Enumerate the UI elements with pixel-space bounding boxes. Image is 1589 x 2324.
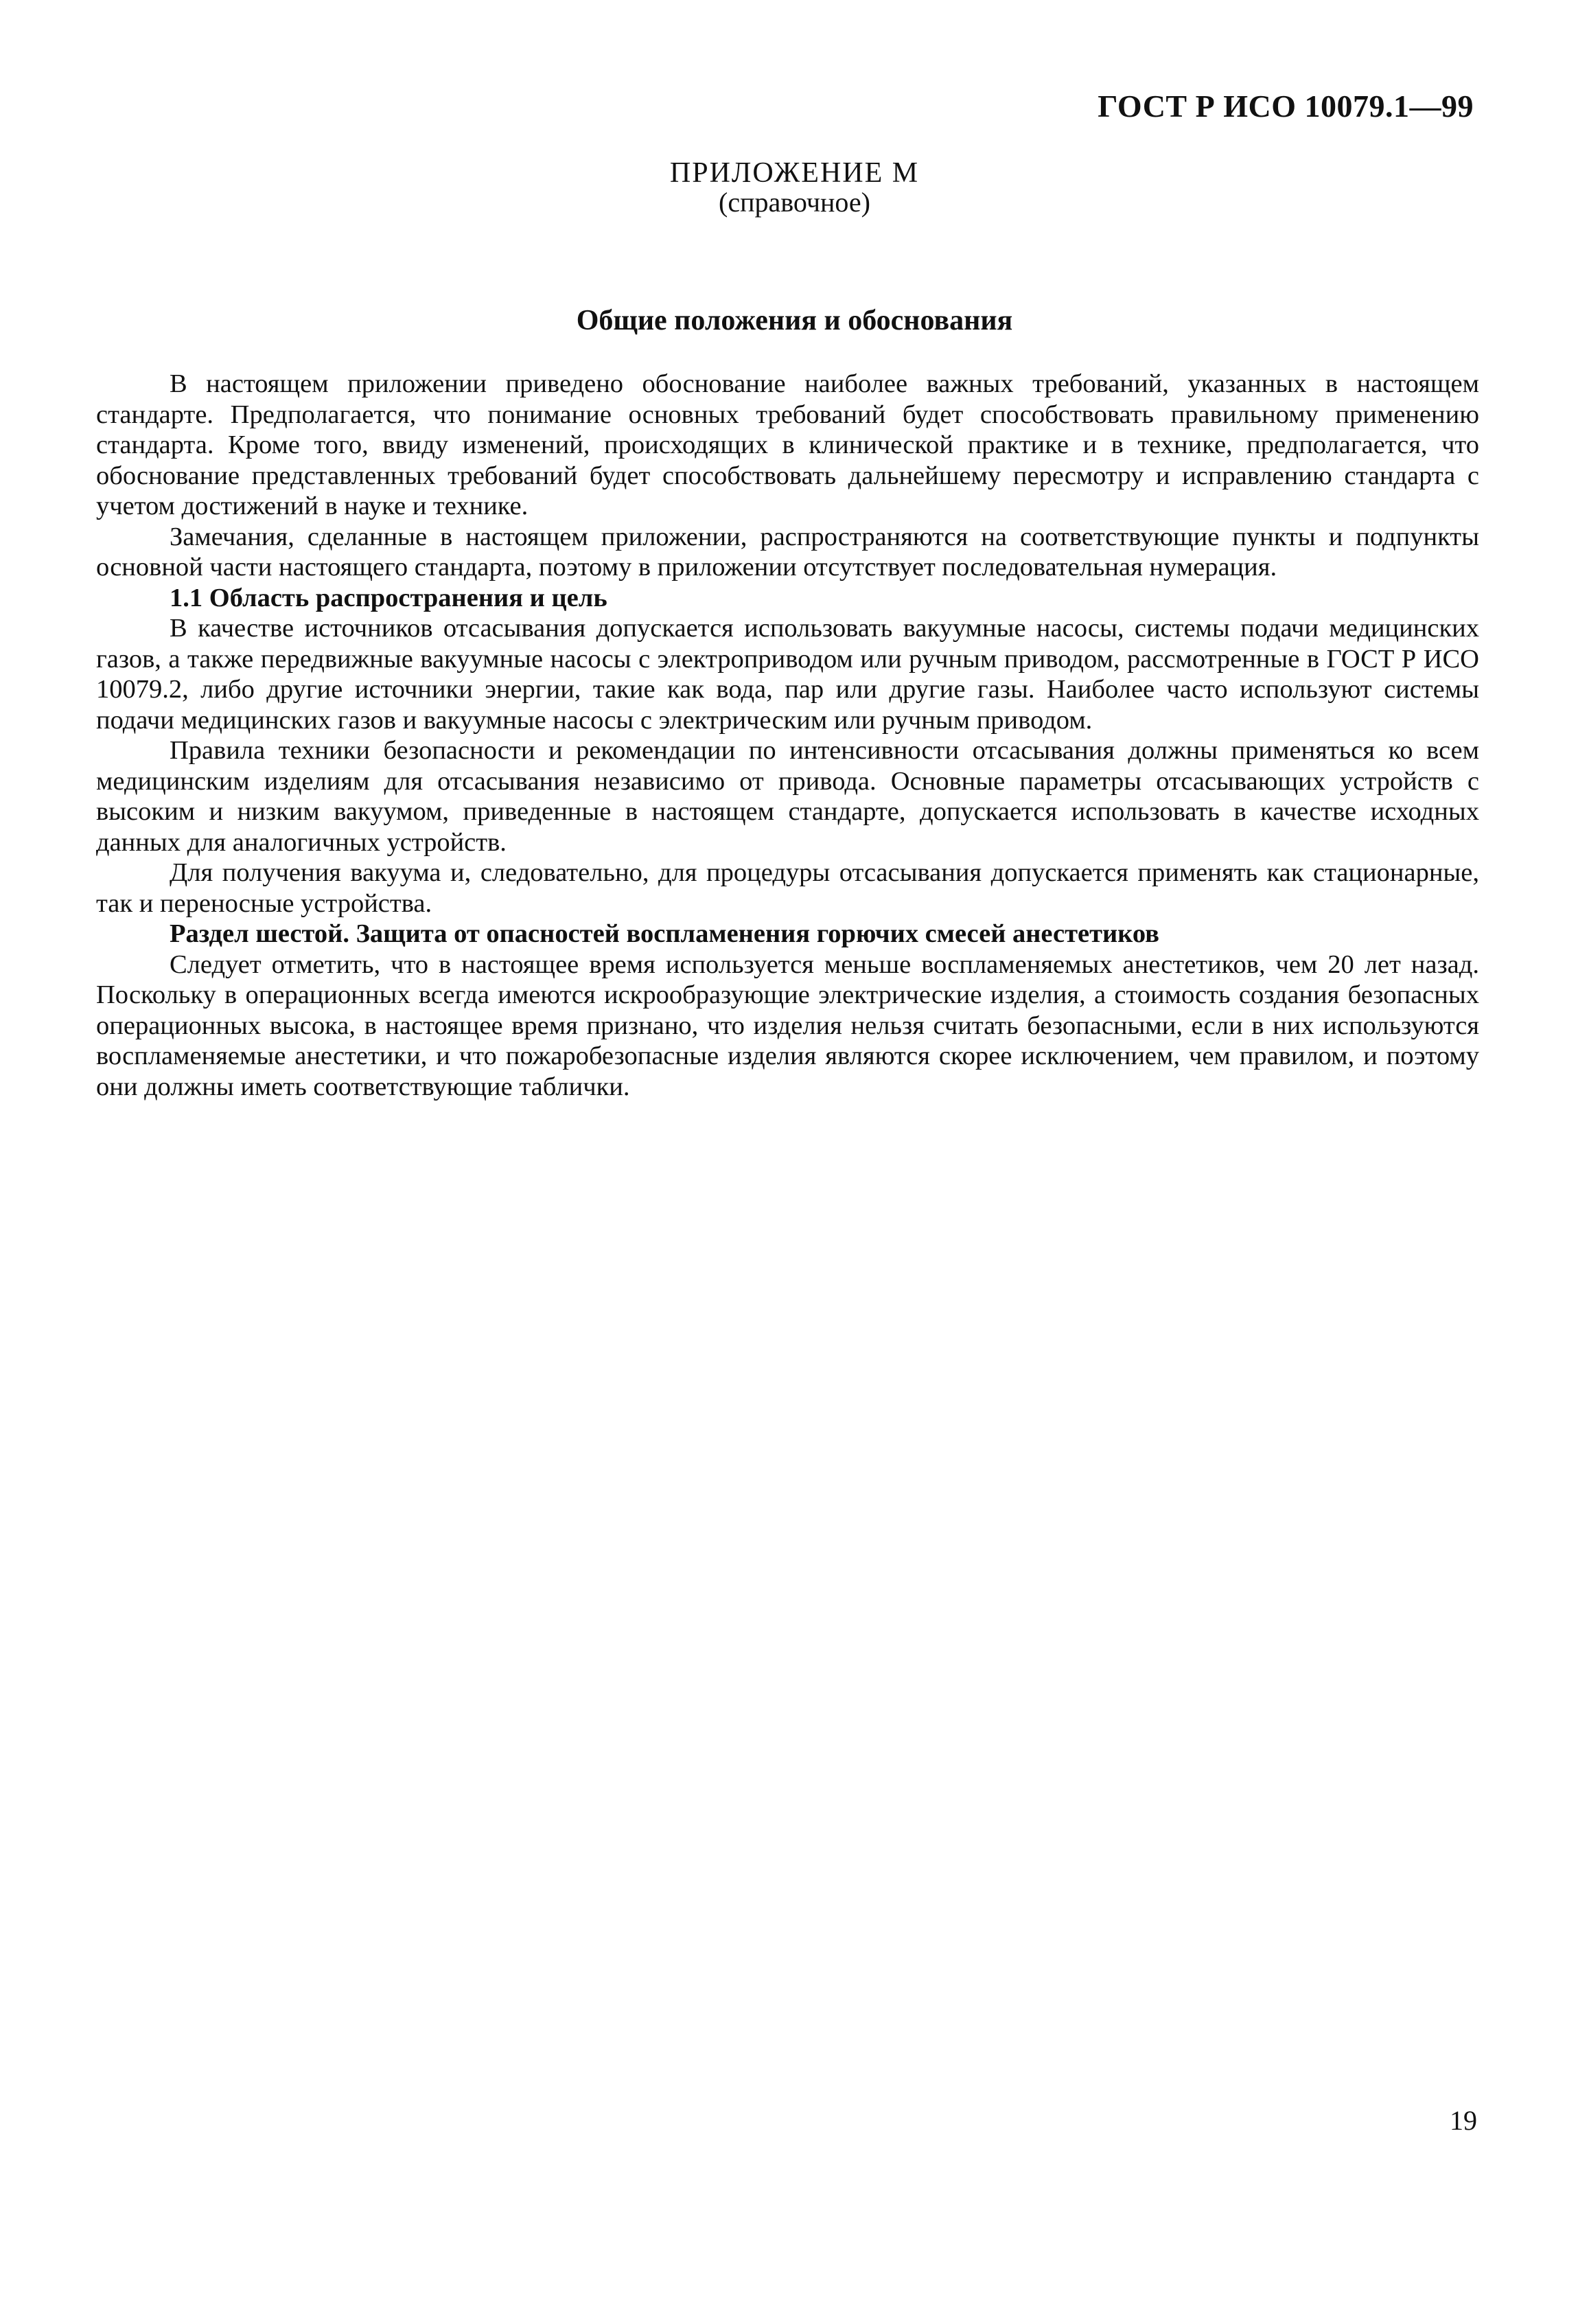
section-title: Общие положения и обоснования <box>576 305 1013 336</box>
subsection-heading-scope: 1.1 Область распространения и цель <box>170 583 607 612</box>
page-number: 19 <box>1450 2105 1477 2136</box>
document-body <box>96 369 1479 1102</box>
appendix-subtitle: (справочное) <box>719 187 870 218</box>
paragraph-suction-sources: В качестве источников отсасывания допускается использовать вакуумные насосы, системы подачи медицинских газов, а также передвижные вакуумные насосы с электроприводом или ручным приводом, рассмотренные в ГОСТ Р ИСО 10079.2, либо другие источники энергии, такие как вода, пар или другие газы. Наиболее часто используют системы подачи медицинских газов и вакуумные насосы с электрическим или ручным приводом. <box>96 614 1479 735</box>
paragraph-safety-rules: Правила техники безопасности и рекомендации по интенсивности отсасывания должны применяться ко всем медицинским изделиям для отсасывания независимо от привода. Основные параметры отсасывающих устройств с высоким и низким вакуумом, приведенные в настоящем стандарте, допускается использовать в качестве исходных данных для аналогичных устройств. <box>96 736 1479 857</box>
paragraph-vacuum-devices: Для получения вакуума и, следовательно, для процедуры отсасывания допускается применять как стационарные, так и переносные устройства. <box>96 858 1479 918</box>
document-code: ГОСТ Р ИСО 10079.1—99 <box>1098 89 1474 124</box>
paragraph-remarks: Замечания, сделанные в настоящем приложении, распространяются на соответствующие пункты и подпункты основной части настоящего стандарта, поэтому в приложении отсутствует последовательная нумерация. <box>96 522 1479 582</box>
paragraph-intro: В настоящем приложении приведено обоснование наиболее важных требований, указанных в настоящем стандарте. Предполагается, что понимание основных требований будет способствовать правильному применению стандарта. Кроме того, ввиду изменений, происходящих в клинической практике и в технике, предполагается, что обоснование представленных требований будет способствовать дальнейшему пересмотру и исправлению стандарта с учетом достижений в науке и технике. <box>96 369 1479 520</box>
appendix-title: ПРИЛОЖЕНИЕ М <box>669 157 920 189</box>
subsection-heading-section-six: Раздел шестой. Защита от опасностей воспламенения горючих смесей анестетиков <box>170 919 1159 948</box>
paragraph-anesthetics: Следует отметить, что в настоящее время используется меньше воспламеняемых анестетиков, чем 20 лет назад. Поскольку в операционных всегда имеются искрообразующие электрические изделия, а стоимость создания безопасных операционных высока, в настоящее время признано, что изделия нельзя считать безопасными, если в них используются воспламеняемые анестетики, и что пожаробезопасные изделия являются скорее исключением, чем правилом, и поэтому они должны иметь соответствующие таблички. <box>96 950 1479 1101</box>
